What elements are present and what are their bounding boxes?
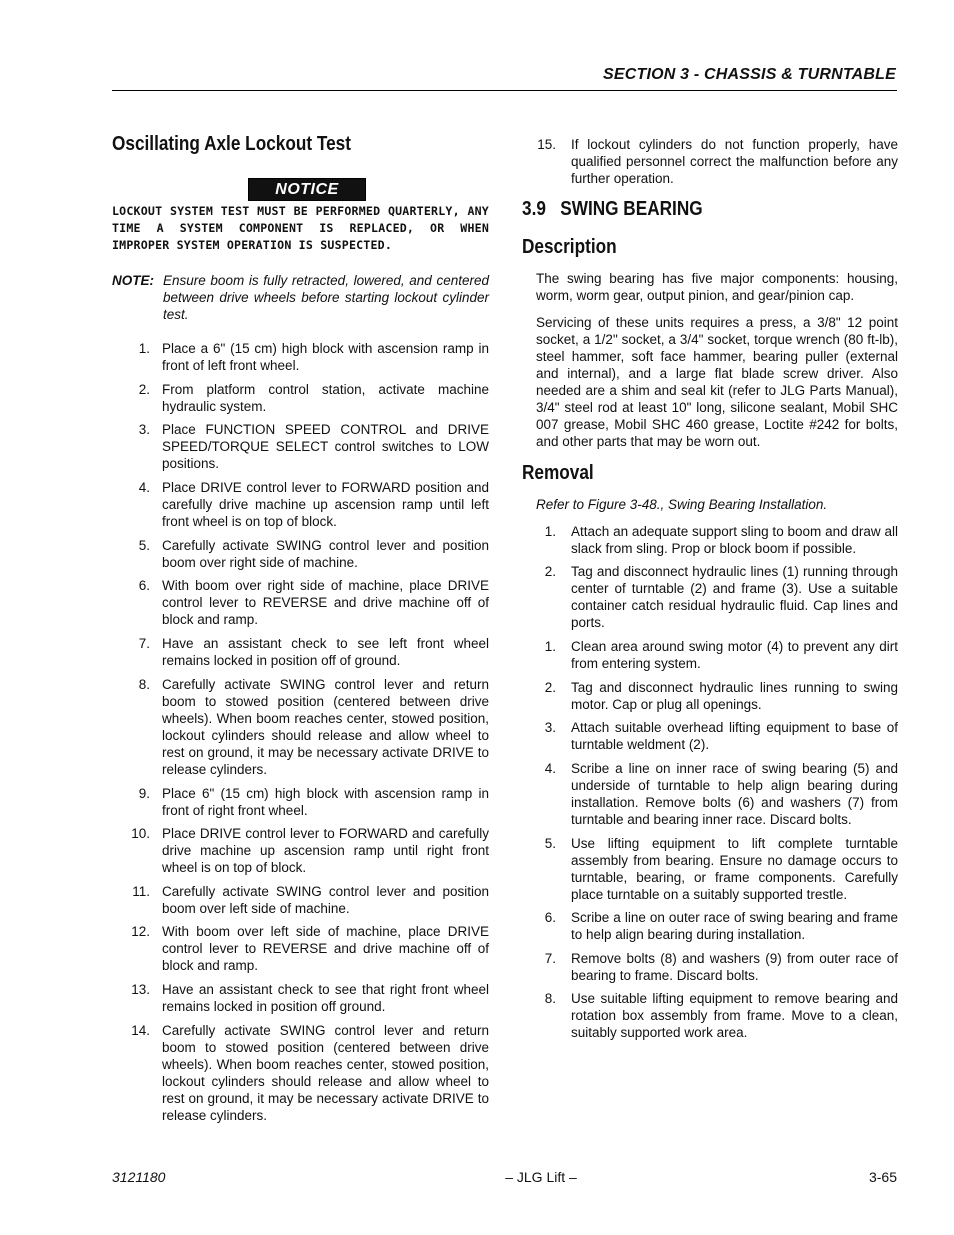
list-text: Use suitable lifting equipment to remove bearing and rotation box assembly from frame. Move to a clean, suitably supported work area. (571, 991, 898, 1040)
list-number: 3. (544, 720, 556, 735)
list-number: 4. (138, 480, 150, 495)
description-paragraph-1: The swing bearing has five major components: housing, worm, worm gear, output pinion, and gear/pinion cap. (536, 271, 898, 303)
list-number: 2. (544, 564, 556, 579)
list-number: 8. (138, 677, 150, 692)
list-number: 4. (544, 761, 556, 776)
list-number: 11. (132, 884, 150, 899)
list-number: 8. (544, 991, 556, 1006)
list-text: Carefully activate SWING control lever and return boom to stowed position (centered between drive wheels). When boom reaches center, stowed position, lockout cylinders should release and allow wheel to rest on ground, it may be necessary activate DRIVE to release cylinders. (162, 1023, 489, 1123)
list-text: Scribe a line on outer race of swing bearing and frame to help align bearing during installation. (571, 910, 898, 942)
heading-description: Description (522, 236, 617, 258)
list-text: Carefully activate SWING control lever and position boom over right side of machine. (162, 538, 489, 570)
list-text: If lockout cylinders do not function properly, have qualified personnel correct the malfunction before any further operation. (571, 137, 898, 186)
heading-removal: Removal (522, 462, 594, 484)
header-rule (112, 90, 897, 91)
footer-brand: – JLG Lift – (505, 1169, 577, 1185)
list-text: Attach an adequate support sling to boom and draw all slack from sling. Prop or block boom if possible. (571, 524, 898, 556)
list-text: Attach suitable overhead lifting equipment to base of turntable weldment (2). (571, 720, 898, 752)
list-number: 13. (131, 982, 150, 997)
list-text: With boom over right side of machine, place DRIVE control lever to REVERSE and drive machine off of block and ramp. (162, 578, 489, 627)
description-paragraph-2: Servicing of these units requires a press, a 3/8" 12 point socket, a 1/2" socket, a 3/4" socket, torque wrench (80 ft-lb), steel hammer, soft face hammer, bearing puller (external and internal), and a large flat blade screw driver. Also needed are a shim and seal kit (refer to JLG Parts Manual), 3/4" steel rod at least 10" long, silicone sealant, Mobil SHC 007 grease, Mobil SHC 460 grease, Loctite #242 for bolts, and other parts that may be worn out. (536, 315, 898, 449)
list-text: Clean area around swing motor (4) to prevent any dirt from entering system. (571, 639, 898, 671)
list-text: Tag and disconnect hydraulic lines running to swing motor. Cap or plug all openings. (571, 680, 898, 712)
list-text: Use lifting equipment to lift complete turntable assembly from bearing. Ensure no damage occurs to turntable, bearing, or frame components. Carefully place turntable on a suitably supported trestle. (571, 836, 898, 902)
list-number: 10. (131, 826, 150, 841)
list-number: 14. (131, 1023, 150, 1038)
list-number: 1. (138, 341, 150, 356)
list-text: Have an assistant check to see left front wheel remains locked in position off of ground. (162, 636, 489, 668)
section-heading-swing-bearing: 3.9 SWING BEARING (522, 198, 703, 220)
list-text: With boom over left side of machine, place DRIVE control lever to REVERSE and drive machine off of block and ramp. (162, 924, 489, 973)
list-number: 9. (138, 786, 150, 801)
list-text: Place DRIVE control lever to FORWARD and carefully drive machine up ascension ramp until right front wheel is on top of block. (162, 826, 489, 875)
notice-text: LOCKOUT SYSTEM TEST MUST BE PERFORMED QUARTERLY, ANY TIME A SYSTEM COMPONENT IS REPLACED, OR WHEN IMPROPER SYSTEM OPERATION IS SUSPECTED. (112, 204, 489, 252)
list-text: Tag and disconnect hydraulic lines (1) running through center of turntable (2) and frame (3). Use a suitable container catch residual hydraulic fluid. Cap lines and ports. (571, 564, 898, 630)
list-number: 15. (537, 137, 556, 152)
list-text: Place FUNCTION SPEED CONTROL and DRIVE SPEED/TORQUE SELECT control switches to LOW positions. (162, 422, 489, 471)
list-number: 6. (544, 910, 556, 925)
list-number: 12. (131, 924, 150, 939)
list-text: Carefully activate SWING control lever and position boom over left side of machine. (162, 884, 489, 916)
heading-oscillating-axle: Oscillating Axle Lockout Test (112, 133, 351, 155)
notice-label: NOTICE (275, 181, 339, 198)
list-text: Place DRIVE control lever to FORWARD position and carefully drive machine up ascension ramp until left front wheel is on top of block. (162, 480, 489, 529)
list-number: 7. (544, 951, 556, 966)
list-number: 5. (138, 538, 150, 553)
list-number: 7. (138, 636, 150, 651)
doc-number: 3121180 (112, 1169, 166, 1185)
list-text: Carefully activate SWING control lever and return boom to stowed position (centered between drive wheels). When boom reaches center, stowed position, lockout cylinders should release and allow wheel to rest on ground, it may be necessary activate DRIVE to release cylinders. (162, 677, 489, 777)
list-text: From platform control station, activate machine hydraulic system. (162, 382, 489, 414)
list-text: Place 6" (15 cm) high block with ascension ramp in front of right front wheel. (162, 786, 489, 818)
note-label: NOTE: (112, 273, 154, 288)
list-text: Scribe a line on inner race of swing bearing (5) and underside of turntable to help align bearing during installation. Remove bolts (6) and washers (7) from turntable and bearing inner race. Discard bolts. (571, 761, 898, 827)
notice-badge (248, 178, 366, 201)
list-number: 1. (544, 524, 556, 539)
list-number: 1. (544, 639, 556, 654)
figure-reference: Refer to Figure 3-48., Swing Bearing Installation. (536, 497, 828, 512)
list-text: Remove bolts (8) and washers (9) from outer race of bearing to frame. Discard bolts. (571, 951, 898, 983)
list-number: 5. (544, 836, 556, 851)
section-title: SECTION 3 - CHASSIS & TURNTABLE (602, 66, 896, 83)
list-number: 2. (544, 680, 556, 695)
page-number: 3-65 (868, 1169, 897, 1185)
note-text: Ensure boom is fully retracted, lowered, and centered between drive wheels before starting lockout cylinder test. (163, 273, 489, 322)
list-text: Have an assistant check to see that right front wheel remains locked in position off ground. (162, 982, 489, 1014)
list-number: 2. (138, 382, 150, 397)
list-number: 3. (138, 422, 150, 437)
list-number: 6. (138, 578, 150, 593)
list-text: Place a 6" (15 cm) high block with ascension ramp in front of left front wheel. (162, 341, 489, 373)
